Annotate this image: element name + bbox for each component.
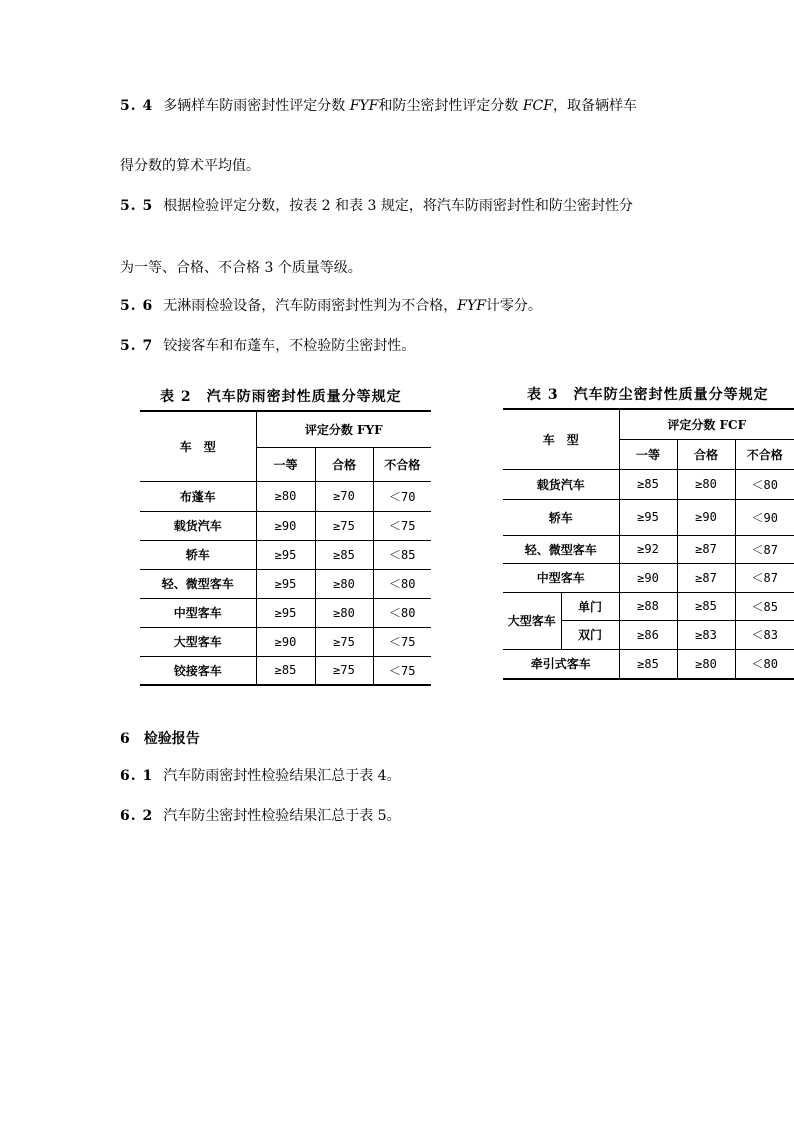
fail-grade-cell: ＜80 — [373, 598, 431, 627]
table-3 — [503, 408, 794, 680]
pass-grade-cell: ≥87 — [677, 535, 735, 563]
table-2 — [140, 410, 431, 686]
table-row — [140, 540, 431, 569]
pass-grade-cell: ≥75 — [315, 511, 373, 540]
table-row — [503, 469, 794, 499]
table-row — [140, 481, 431, 511]
section-6-heading: 6 检验报告 — [120, 731, 200, 747]
clause-text: 无淋雨检验设备，汽车防雨密封性判为不合格， — [163, 298, 458, 314]
clause-text: 根据检验评定分数，按表 2 和表 3 规定，将汽车防雨密封性和防尘密封性分 — [163, 198, 633, 214]
pass-grade-cell: ≥80 — [315, 598, 373, 627]
first-grade-cell: ≥85 — [619, 649, 677, 679]
clause-text: 多辆样车防雨密封性评定分数 — [163, 98, 350, 114]
clause-text: 汽车防尘密封性检验结果汇总于表 5。 — [163, 808, 401, 824]
vehicle-type-cell: 轻、微型客车 — [503, 535, 619, 563]
vehicle-type-cell: 布蓬车 — [140, 481, 256, 511]
clause-text: ，取备辆样车 — [552, 98, 637, 114]
clause-text: 铰接客车和布蓬车，不检验防尘密封性。 — [163, 338, 416, 354]
fail-grade-cell: ＜75 — [373, 656, 431, 685]
fail-grade-cell: ＜75 — [373, 627, 431, 656]
first-grade-cell: ≥85 — [619, 469, 677, 499]
fail-grade-cell: ＜80 — [735, 469, 794, 499]
vehicle-type-cell: 大型客车 — [140, 627, 256, 656]
vehicle-group-cell: 大型客车 — [503, 592, 561, 649]
first-grade-cell: ≥92 — [619, 535, 677, 563]
vehicle-type-cell: 轿车 — [503, 499, 619, 535]
first-grade-cell: ≥95 — [619, 499, 677, 535]
paragraph-5-7 — [120, 336, 680, 357]
paragraph-5-4 — [120, 96, 680, 117]
pass-grade-cell: ≥75 — [315, 656, 373, 685]
table-3-title: 表 3 汽车防尘密封性质量分等规定 — [527, 387, 769, 403]
symbol-fcf: FCF — [522, 98, 553, 114]
first-grade-cell: ≥85 — [256, 656, 315, 685]
first-grade-cell: ≥95 — [256, 540, 315, 569]
vehicle-type-cell: 载货汽车 — [503, 469, 619, 499]
pass-grade-cell: ≥90 — [677, 499, 735, 535]
fail-grade-cell: ＜90 — [735, 499, 794, 535]
fail-grade-cell: ＜80 — [735, 649, 794, 679]
first-grade-cell: ≥88 — [619, 592, 677, 620]
paragraph-5-5 — [120, 196, 680, 217]
grade-header: 不合格 — [373, 447, 431, 481]
first-grade-cell: ≥90 — [256, 627, 315, 656]
first-grade-cell: ≥86 — [619, 620, 677, 649]
fail-grade-cell: ＜85 — [373, 540, 431, 569]
fail-grade-cell: ＜87 — [735, 563, 794, 592]
vehicle-type-cell: 牵引式客车 — [503, 649, 619, 679]
table-row — [503, 535, 794, 563]
pass-grade-cell: ≥83 — [677, 620, 735, 649]
table-row — [503, 592, 794, 620]
first-grade-cell: ≥95 — [256, 598, 315, 627]
clause-number: 6. 1 — [120, 768, 154, 784]
grade-header: 不合格 — [735, 439, 794, 469]
pass-grade-cell: ≥85 — [677, 592, 735, 620]
pass-grade-cell: ≥80 — [315, 569, 373, 598]
clause-text: 和防尘密封性评定分数 — [378, 98, 523, 114]
column-header-vehicle: 车 型 — [140, 411, 256, 481]
column-header-score: 评定分数 FYF — [256, 411, 431, 447]
vehicle-type-cell: 中型客车 — [503, 563, 619, 592]
first-grade-cell: ≥80 — [256, 481, 315, 511]
pass-grade-cell: ≥75 — [315, 627, 373, 656]
clause-text: 为一等、合格、不合格 3 个质量等级。 — [120, 260, 362, 276]
grade-header: 一等 — [256, 447, 315, 481]
clause-text: 汽车防雨密封性检验结果汇总于表 4。 — [163, 768, 401, 784]
vehicle-subtype-cell: 双门 — [561, 620, 619, 649]
column-header-score: 评定分数 FCF — [619, 409, 794, 439]
first-grade-cell: ≥90 — [619, 563, 677, 592]
clause-number: 5. 4 — [120, 98, 154, 114]
symbol-fyf: FYF — [349, 98, 379, 114]
pass-grade-cell: ≥85 — [315, 540, 373, 569]
table-row — [503, 499, 794, 535]
grade-header: 合格 — [677, 439, 735, 469]
vehicle-type-cell: 铰接客车 — [140, 656, 256, 685]
symbol-fyf: FYF — [457, 298, 486, 314]
vehicle-type-cell: 轿车 — [140, 540, 256, 569]
first-grade-cell: ≥90 — [256, 511, 315, 540]
paragraph-5-5-cont — [120, 258, 680, 279]
table-row — [503, 563, 794, 592]
pass-grade-cell: ≥87 — [677, 563, 735, 592]
grade-header: 一等 — [619, 439, 677, 469]
fail-grade-cell: ＜80 — [373, 569, 431, 598]
table-row — [140, 627, 431, 656]
column-header-vehicle: 车 型 — [503, 409, 619, 469]
table-row — [140, 598, 431, 627]
table-row — [503, 649, 794, 679]
clause-number: 5. 6 — [120, 298, 154, 314]
fail-grade-cell: ＜85 — [735, 592, 794, 620]
paragraph-5-4-cont — [120, 156, 680, 177]
paragraph-5-6 — [120, 296, 680, 317]
clause-number: 6. 2 — [120, 808, 154, 824]
clause-text: 得分数的算术平均值。 — [120, 158, 260, 174]
clause-text: 计零分。 — [485, 298, 542, 314]
first-grade-cell: ≥95 — [256, 569, 315, 598]
table-row — [140, 656, 431, 685]
paragraph-6-2 — [120, 806, 680, 827]
pass-grade-cell: ≥70 — [315, 481, 373, 511]
clause-number: 5. 7 — [120, 338, 154, 354]
fail-grade-cell: ＜83 — [735, 620, 794, 649]
vehicle-type-cell: 载货汽车 — [140, 511, 256, 540]
clause-number: 5. 5 — [120, 198, 154, 214]
grade-header: 合格 — [315, 447, 373, 481]
vehicle-subtype-cell: 单门 — [561, 592, 619, 620]
pass-grade-cell: ≥80 — [677, 649, 735, 679]
fail-grade-cell: ＜75 — [373, 511, 431, 540]
fail-grade-cell: ＜70 — [373, 481, 431, 511]
paragraph-6-1 — [120, 766, 680, 787]
fail-grade-cell: ＜87 — [735, 535, 794, 563]
table-row — [140, 569, 431, 598]
table-2-title: 表 2 汽车防雨密封性质量分等规定 — [160, 389, 402, 405]
table-row — [140, 511, 431, 540]
pass-grade-cell: ≥80 — [677, 469, 735, 499]
vehicle-type-cell: 轻、微型客车 — [140, 569, 256, 598]
vehicle-type-cell: 中型客车 — [140, 598, 256, 627]
